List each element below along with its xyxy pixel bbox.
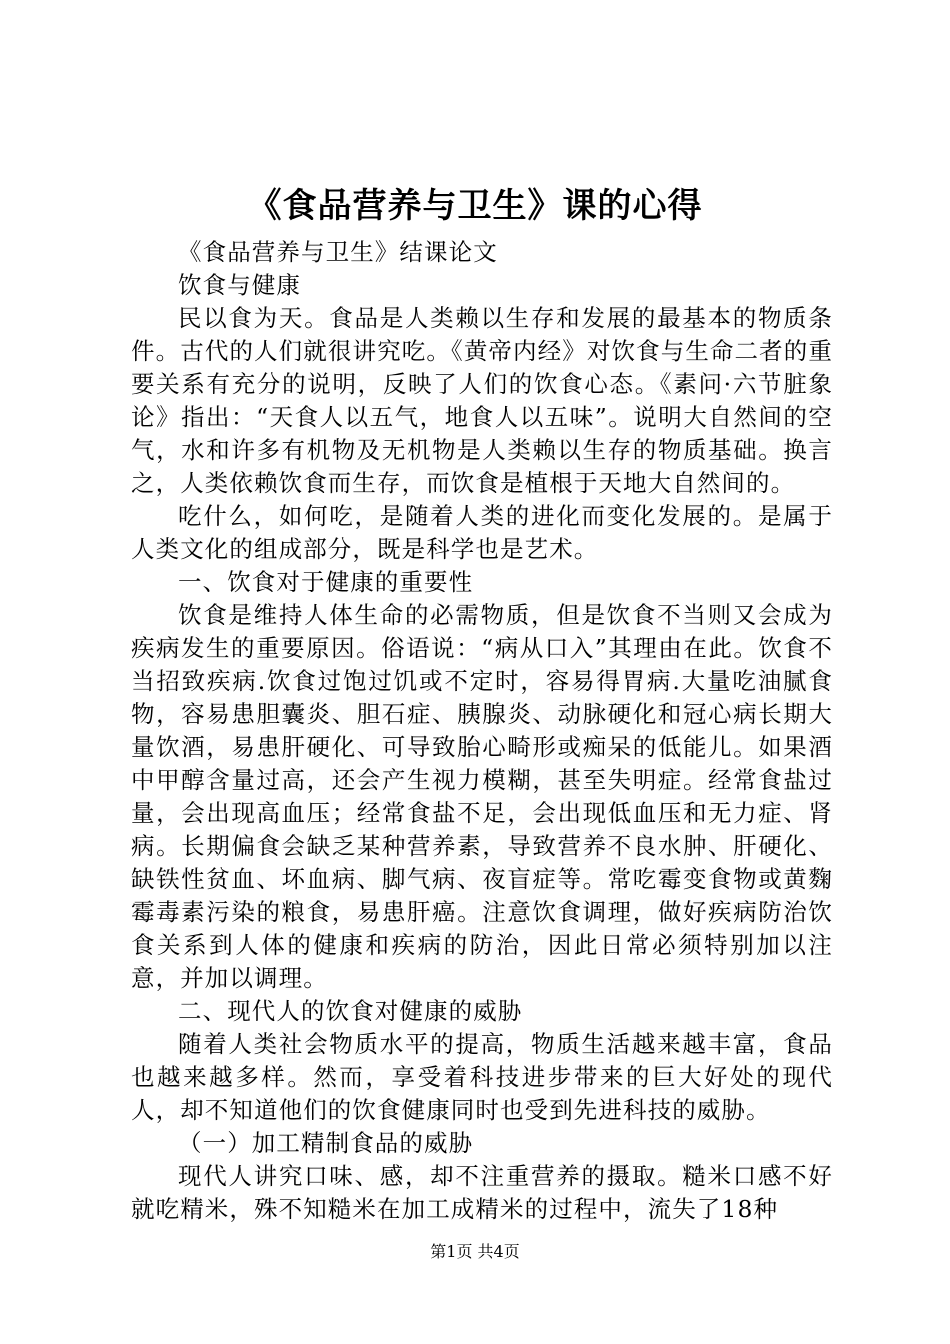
body-paragraph: 随着人类社会物质水平的提高，物质生活越来越丰富，食品也越来越多样。然而，享受着科技进步带来的巨大好处的现代人，却不知道他们的饮食健康同时也受到先进科技的威胁。 [131, 1030, 833, 1124]
body-paragraph: 吃什么，如何吃，是随着人类的进化而变化发展的。是属于人类文化的组成部分，既是科学也是艺术。 [131, 502, 833, 563]
body-paragraph: 饮食是维持人体生命的必需物质，但是饮食不当则又会成为疾病发生的重要原因。俗语说：“病从口入”其理由在此。饮食不当招致疾病.饮食过饱过饥或不定时，容易得胃病.大量吃油腻食物，容易患胆囊炎、胆石症、胰腺炎、动脉硬化和冠心病长期大量饮酒，易患肝硬化、可导致胎心畸形或痴呆的低能儿。如果酒中甲醇含量过高，还会产生视力模糊，甚至失明症。经常食盐过量，会出现高血压；经常食盐不足，会出现低血压和无力症、肾病。长期偏食会缺乏某种营养素，导致营养不良水肿、肝硬化、缺铁性贫血、坏血病、脚气病、夜盲症等。常吃霉变食物或黄麴霉毒素污染的粮食，易患肝癌。注意饮食调理，做好疾病防治饮食关系到人体的健康和疾病的防治，因此日常必须特别加以注意，并加以调理。 [131, 601, 833, 992]
document-body [131, 236, 833, 1226]
subtitle-paragraph: 《食品营养与卫生》结课论文 [178, 238, 498, 266]
body-paragraph: 民以食为天。食品是人类赖以生存和发展的最基本的物质条件。古代的人们就很讲究吃。《黄帝内经》对饮食与生命二者的重要关系有充分的说明，反映了人们的饮食心态。《素问·六节脏象论》指出：“天食人以五气，地食人以五味”。说明大自然间的空气，水和许多有机物及无机物是人类赖以生存的物质基础。换言之，人类依赖饮食而生存，而饮食是植根于天地大自然间的。 [131, 304, 833, 497]
page-number: 第1页 共4页 [430, 1242, 520, 1261]
section-heading: 一、饮食对于健康的重要性 [178, 568, 474, 596]
document-title: 《食品营养与卫生》课的心得 [247, 186, 703, 226]
section-heading: 二、现代人的饮食对健康的威胁 [178, 997, 523, 1025]
subsection-heading: （一）加工精制食品的威胁 [178, 1129, 474, 1157]
body-paragraph: 现代人讲究口味、感，却不注重营养的摄取。糙米口感不好就吃精米，殊不知糙米在加工成精米的过程中，流失了18种 [131, 1162, 833, 1223]
topic-heading: 饮食与健康 [178, 271, 301, 299]
